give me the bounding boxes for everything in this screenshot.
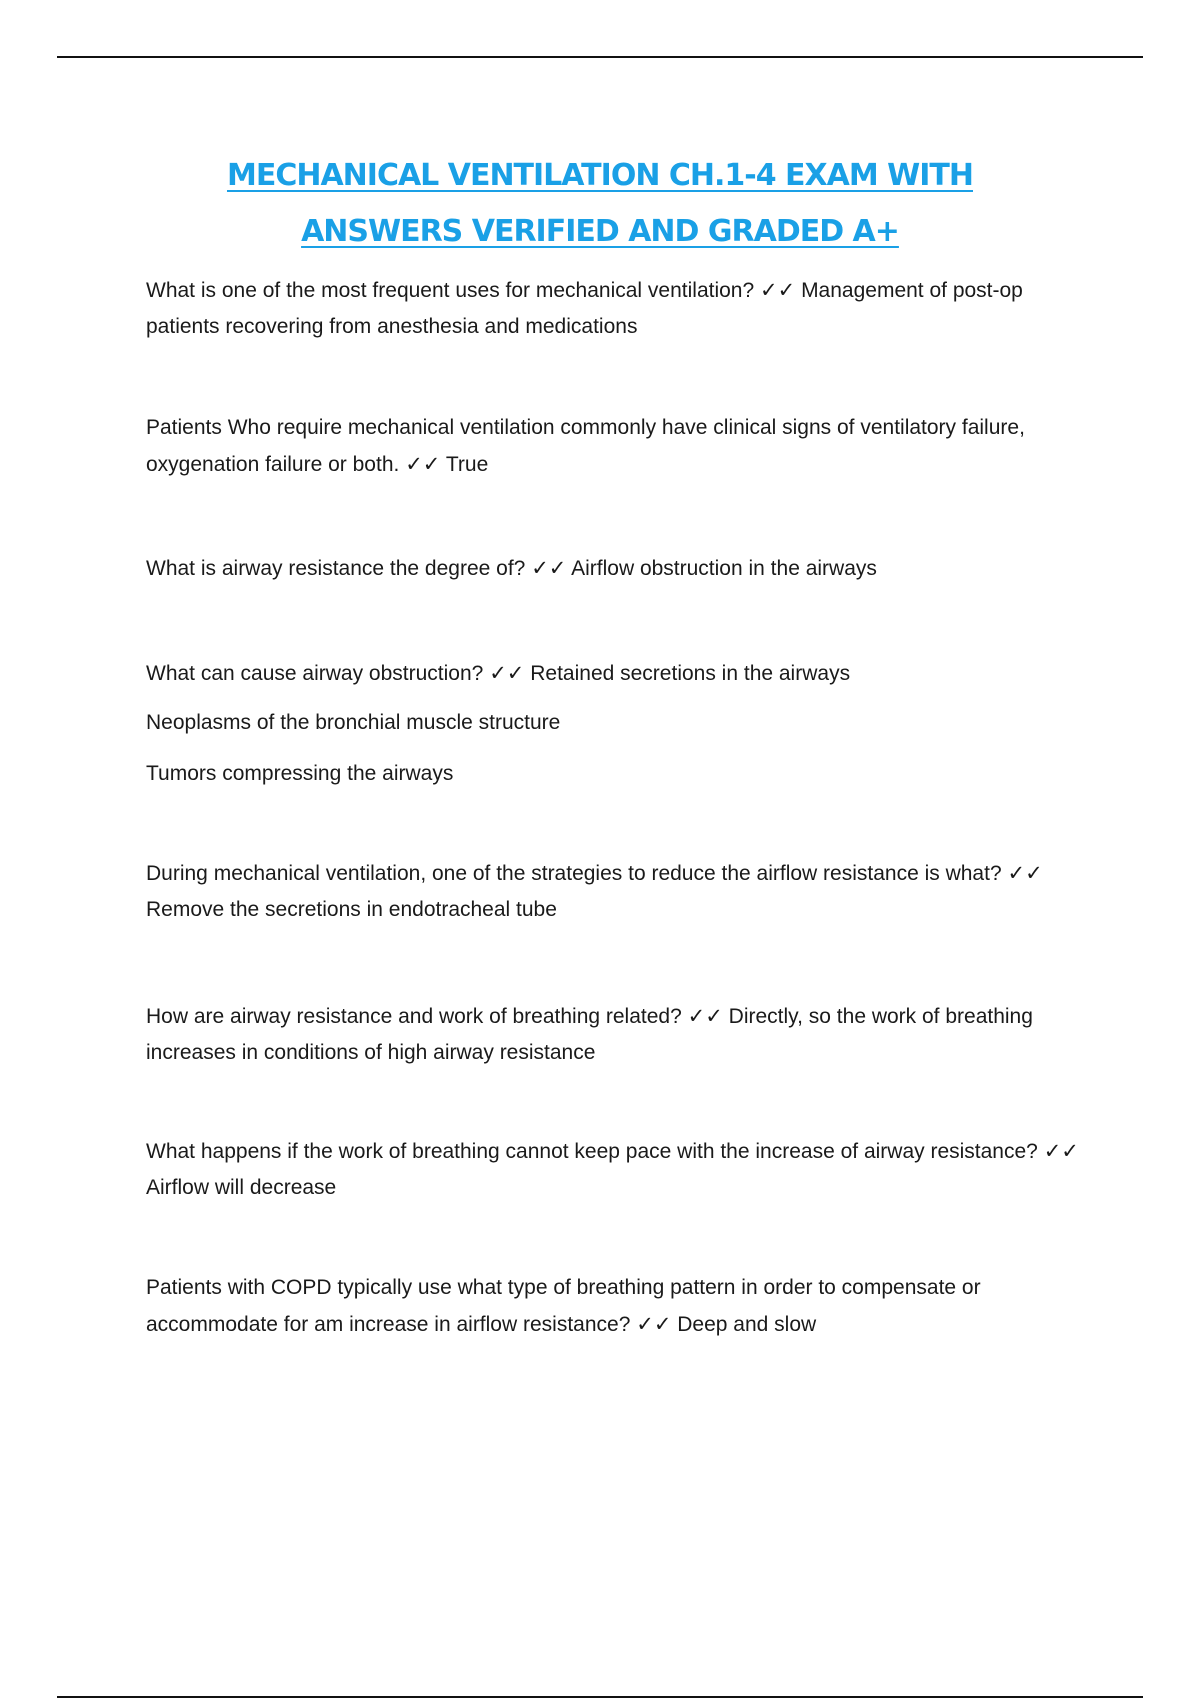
footer-rule xyxy=(57,1696,1143,1698)
question-text: What can cause airway obstruction? xyxy=(146,662,484,685)
double-check-icon: ✓✓ xyxy=(405,452,441,476)
qa-item-6 xyxy=(146,998,1096,1071)
double-check-icon: ✓✓ xyxy=(636,1312,672,1336)
answer-extra-line: Neoplasms of the bronchial muscle structure xyxy=(146,711,561,734)
question-text: What is airway resistance the degree of? xyxy=(146,557,526,580)
qa-item-4 xyxy=(146,655,1096,692)
double-check-icon: ✓✓ xyxy=(687,1004,723,1028)
double-check-icon: ✓✓ xyxy=(1043,1139,1079,1163)
qa-item-1 xyxy=(146,272,1096,345)
answer-text: Directly, so the work of breathing increases in conditions of high airway resistance xyxy=(146,1005,1033,1064)
double-check-icon: ✓✓ xyxy=(1007,861,1043,885)
question-text: What is one of the most frequent uses for mechanical ventilation? xyxy=(146,279,755,302)
qa-item-7 xyxy=(146,1133,1096,1206)
answer-text: Retained secretions in the airways xyxy=(530,662,851,685)
question-text: Patients Who require mechanical ventilation commonly have clinical signs of ventilatory failure, oxygenation failure or both. xyxy=(146,416,1025,476)
question-text: During mechanical ventilation, one of the strategies to reduce the airflow resistance is what? xyxy=(146,862,1002,885)
answer-text: True xyxy=(445,453,489,476)
question-text: What happens if the work of breathing cannot keep pace with the increase of airway resistance? xyxy=(146,1140,1038,1163)
qa-item-5 xyxy=(146,855,1096,928)
answer-text: Management of post-op patients recovering from anesthesia and medications xyxy=(146,279,1023,338)
double-check-icon: ✓✓ xyxy=(531,556,567,580)
qa-item-8 xyxy=(146,1270,1096,1343)
question-text: Patients with COPD typically use what type of breathing pattern in order to compensate or accommodate for am increase in airflow resistance? xyxy=(146,1276,981,1336)
answer-text: Remove the secretions in endotracheal tube xyxy=(146,898,557,921)
title-line-2: ANSWERS VERIFIED AND GRADED A+ xyxy=(301,214,899,249)
answer-text: Airflow obstruction in the airways xyxy=(571,557,877,580)
qa-item-3 xyxy=(146,550,1096,587)
question-text: How are airway resistance and work of breathing related? xyxy=(146,1005,682,1028)
double-check-icon: ✓✓ xyxy=(760,278,796,302)
qa-item-2 xyxy=(146,410,1096,483)
double-check-icon: ✓✓ xyxy=(489,661,525,685)
answer-text: Deep and slow xyxy=(677,1313,817,1336)
answer-extra-line: Tumors compressing the airways xyxy=(146,762,454,785)
document-title xyxy=(0,148,1200,260)
answer-text: Airflow will decrease xyxy=(146,1176,337,1199)
header-rule xyxy=(57,56,1143,58)
title-line-1: MECHANICAL VENTILATION CH.1-4 EXAM WITH xyxy=(226,158,973,193)
